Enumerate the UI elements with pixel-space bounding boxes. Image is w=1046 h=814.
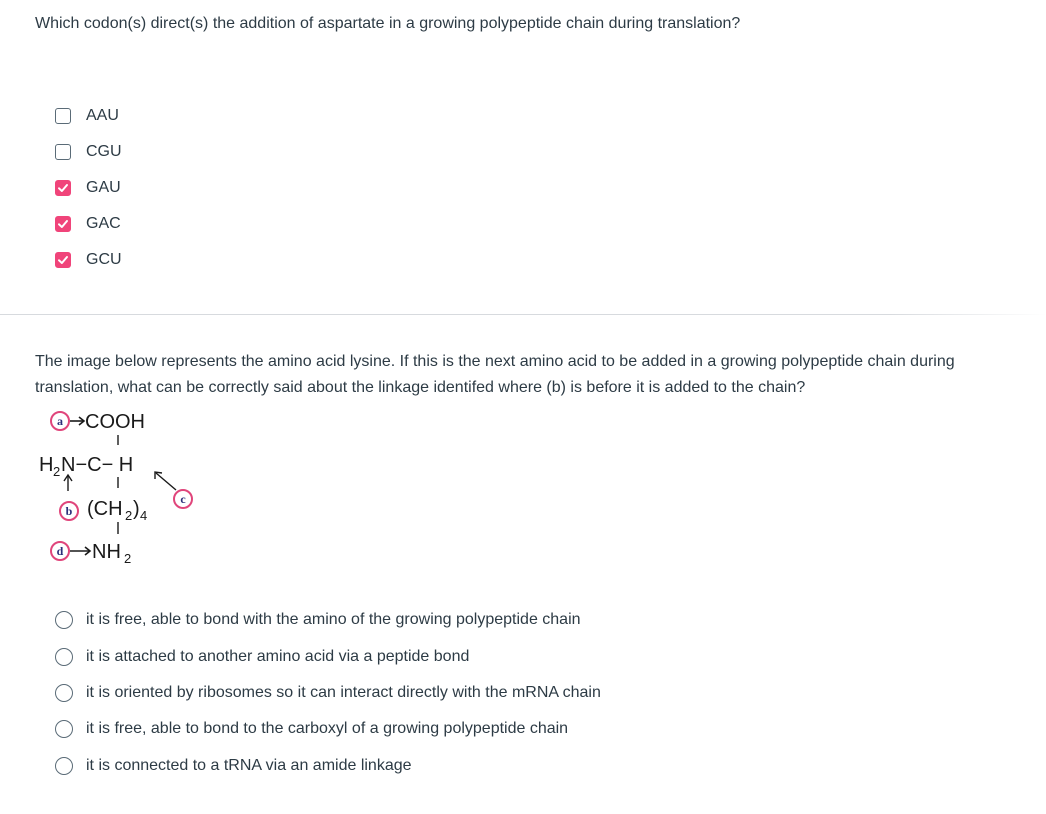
option-label: it is free, able to bond with the amino of the growing polypeptide chain [86, 611, 581, 629]
marker-a-letter: a [57, 414, 63, 428]
alpha-carbon-row: N−C− H [61, 454, 134, 476]
option-label: AAU [86, 107, 119, 124]
option-label: it is connected to a tRNA via an amide linkage [86, 756, 412, 774]
carboxyl-group: COOH [85, 411, 145, 433]
answer-option-1[interactable] [55, 602, 601, 638]
checkbox[interactable] [55, 108, 71, 124]
marker-c-letter: c [180, 492, 186, 506]
question-2-text: The image below represents the amino acid lysine. If this is the next amino acid to be added in a growing polypeptide chain during translation, what can be correctly said about the linkage identifed where (b) is before it is added to the chain? [35, 353, 955, 396]
option-label: GCU [86, 251, 122, 268]
option-label: it is attached to another amino acid via a peptide bond [86, 647, 470, 665]
question-1-text: Which codon(s) direct(s) the addition of aspartate in a growing polypeptide chain during translation? [35, 15, 741, 32]
marker-d-letter: d [56, 544, 64, 558]
question-1-options [55, 98, 122, 278]
side-chain-open: (CH [87, 498, 123, 520]
answer-option-3[interactable] [55, 675, 601, 711]
option-label: GAC [86, 215, 121, 232]
option-gcu[interactable] [55, 242, 122, 278]
option-gau[interactable] [55, 170, 122, 206]
checkmark-icon [57, 218, 69, 230]
radio-button[interactable] [55, 648, 73, 666]
option-label: it is oriented by ribosomes so it can interact directly with the mRNA chain [86, 683, 601, 701]
option-label: it is free, able to bond to the carboxyl of a growing polypeptide chain [86, 720, 569, 738]
checkbox[interactable] [55, 252, 71, 268]
answer-option-2[interactable] [55, 638, 601, 674]
radio-button[interactable] [55, 611, 73, 629]
answer-option-5[interactable] [55, 748, 601, 784]
question-2-options [55, 602, 601, 784]
side-chain-sub2: 4 [140, 508, 148, 523]
radio-button[interactable] [55, 720, 73, 738]
section-divider [0, 314, 1046, 315]
checkmark-icon [57, 182, 69, 194]
radio-button[interactable] [55, 757, 73, 775]
option-cgu[interactable] [55, 134, 122, 170]
checkbox[interactable] [55, 144, 71, 160]
radio-button[interactable] [55, 684, 73, 702]
terminal-amine: NH [92, 541, 121, 563]
option-label: GAU [86, 179, 121, 196]
lysine-structure-diagram [35, 405, 205, 575]
checkbox[interactable] [55, 180, 71, 196]
answer-option-4[interactable] [55, 711, 601, 747]
side-chain-close: ) [133, 498, 140, 520]
checkbox[interactable] [55, 216, 71, 232]
amine-subscript: 2 [53, 464, 61, 479]
option-label: CGU [86, 143, 122, 160]
checkmark-icon [57, 254, 69, 266]
arrow-c [156, 473, 176, 490]
amine-h: H [39, 454, 54, 476]
option-aau[interactable] [55, 98, 122, 134]
marker-b-letter: b [65, 504, 73, 518]
terminal-amine-subscript: 2 [124, 551, 132, 566]
option-gac[interactable] [55, 206, 122, 242]
side-chain-sub1: 2 [125, 508, 133, 523]
